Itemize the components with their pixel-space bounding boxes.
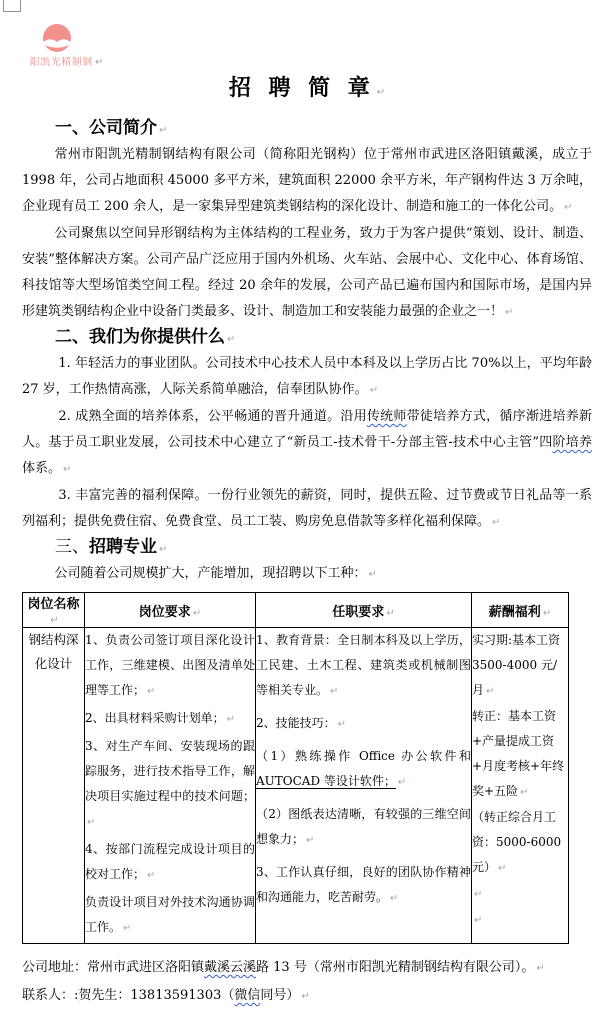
paragraph-mark: ↵ <box>159 544 168 555</box>
position-requirements-cell <box>256 628 472 944</box>
paragraph-mark: ↵ <box>369 385 379 396</box>
section-3-heading-text: 招聘专业 <box>89 537 157 557</box>
page-title <box>22 74 592 107</box>
table-cell-paragraph: （转正综合月工资：5000-6000元） ↵ <box>472 810 562 874</box>
paragraph-mark: ↵ <box>536 963 545 974</box>
paragraph-mark: ↵ <box>474 915 483 926</box>
company-intro-paragraph-2: 公司聚焦以空间异形钢结构为主体结构的工程业务，致力于为客户提供“策划、设计、制造、安装”整体解决方案。公司产品广泛应用于国内外机场、火车站、会展中心、文化中心、体育场馆、科技馆等大型场馆类空间工程。经过 20 余年的发展，公司产品已遍布国内和国际市场，是国内异形建筑类钢结构企业中设备门类最多、设计、制造加工和安装能力最强的企业之一！ ↵ <box>22 226 592 319</box>
text-run: 2、技能技巧： <box>256 716 336 730</box>
paragraph-mark: ↵ <box>226 714 236 725</box>
paragraph-mark: ↵ <box>123 923 132 934</box>
table-row <box>23 628 569 944</box>
paragraph-mark: ↵ <box>397 777 407 788</box>
paragraph-mark: ↵ <box>192 607 202 619</box>
text-run: 同号） <box>260 988 300 1003</box>
table-cell-paragraph: 1、负责公司签订项目深化设计工作，三维建模、出图及清单处理等工作； ↵ <box>85 633 255 697</box>
text-run: （2）图纸表达清晰，有较强的三维空间想象力； <box>256 807 471 846</box>
text-run: 联系人：:贺先生：13813591303（ <box>22 988 235 1003</box>
logo-wave-icon <box>43 24 71 52</box>
paragraph-mark: ↵ <box>520 787 529 798</box>
paragraph-mark: ↵ <box>386 607 395 619</box>
text-run: 体系。 <box>22 461 62 476</box>
company-intro-paragraph-1: 常州市阳凯光精制钢结构有限公司（简称阳光钢构）位于常州市武进区洛阳镇戴溪，成立于 1998 年，公司占地面积 45000 多平方米，建筑面积 22000 余平方米，年产钢构件达 3 万余吨，企业现有员工 200 余人，是一家集异型建筑类钢结构的深化设计、制造和施工的一体化公司。 ↵ <box>22 147 592 214</box>
table-cell-paragraph <box>472 907 568 933</box>
table-header-row <box>23 593 569 628</box>
section-3-heading <box>55 536 592 561</box>
company-logo <box>30 24 592 70</box>
paragraph-mark: ↵ <box>492 517 501 528</box>
paragraph-mark: ↵ <box>330 686 339 697</box>
title-paragraph-mark <box>375 75 385 101</box>
paragraph-mark: ↵ <box>306 835 315 846</box>
paragraph-mark: ↵ <box>95 57 104 68</box>
benefit-point-3: 3. 丰富完善的福利保障。一份行业领先的薪资，同时，提供五险、过节费或节日礼品等一系列福利；提供免费住宿、免费食堂、员工工装、购房免息借款等多样化福利保障。 ↵ <box>22 488 592 529</box>
text-run: 带徒培养方式，循序渐进培养新人。基于员工职业发展，公司技术中心建立了“新员工-技术骨干-分部主管-技术中心主管”四 <box>22 409 592 450</box>
paragraph-mark: ↵ <box>542 607 552 619</box>
paragraph-mark: ↵ <box>474 889 483 900</box>
text-run: 路 13 号（常州市阳凯光精制钢结构有限公司）。 <box>256 960 535 975</box>
table-header-position: 岗位名称↵ <box>23 593 85 628</box>
position-duties-cell <box>85 628 256 944</box>
text-run: 微信 <box>234 988 261 1003</box>
paragraph-mark: ↵ <box>147 686 156 697</box>
paragraph-mark: ↵ <box>50 615 59 626</box>
paragraph-mark: ↵ <box>564 202 573 213</box>
table-header-salary: 薪酬福利 ↵ <box>472 593 569 628</box>
paragraph-mark: ↵ <box>337 719 347 730</box>
table-cell-paragraph <box>256 860 471 911</box>
table-header-requirements: 任职要求 ↵ <box>256 593 472 628</box>
paragraph-mark: ↵ <box>498 863 507 874</box>
paragraph-mark: ↵ <box>301 991 310 1002</box>
document-footer <box>22 954 592 1010</box>
recruitment-intro-line: 公司随着公司规模扩大，产能增加，现招聘以下工种： ↵ <box>54 566 377 581</box>
heading-paragraph-mark <box>157 537 167 557</box>
text-run: 2. 成熟全面的培养体系，公平畅通的晋升通道。沿用 <box>58 409 367 424</box>
text-run: 阶培养 <box>552 435 592 450</box>
text-run: 3、工作认真仔细，良好的团队协作精神和沟通能力，吃苦耐劳。 <box>256 865 471 904</box>
table-cell-paragraph <box>256 744 471 795</box>
table-cell-paragraph: 转正：基本工资+产量提成工资+月度考核+年终奖+五险 ↵ <box>472 709 565 798</box>
table-cell-paragraph: 负责设计项目对外技术沟通协调工作。 ↵ <box>85 895 255 934</box>
paragraph-mark: ↵ <box>376 87 386 98</box>
paragraph-mark: ↵ <box>368 569 377 580</box>
table-cell-paragraph: 3、对生产车间、安装现场的跟踪服务，进行技术指导工作，解决项目实施过程中的技术问题；↵ <box>85 739 255 828</box>
section-1-heading: 一、公司简介 ↵ <box>55 118 168 138</box>
text-run: （1）熟练操作 Office 办公软件和 <box>256 749 471 763</box>
text-run: AUTOCAD 等设计软件； <box>256 774 396 788</box>
paragraph-mark: ↵ <box>227 334 236 345</box>
paragraph-mark: ↵ <box>159 125 168 136</box>
text-run: 传统师 <box>366 409 407 424</box>
company-address-line <box>22 954 592 982</box>
table-cell-paragraph <box>472 881 568 907</box>
paragraph-mark: ↵ <box>390 893 399 904</box>
paragraph-mark: ↵ <box>87 817 96 828</box>
benefit-point-1: 1. 年轻活力的事业团队。公司技术中心技术人员中本科及以上学历占比 70%以上，平均年龄 27 岁，工作热情高涨，人际关系简单融洽，信奉团队协作。 ↵ <box>22 356 592 397</box>
position-name-cell: 钢结构深化设计 <box>23 628 85 944</box>
page-corner-mark <box>3 0 21 12</box>
table-cell-paragraph: 2、出具材料采购计划单； ↵ <box>85 711 236 725</box>
text-run: 公司地址：常州市武进区洛阳镇 <box>22 960 205 975</box>
table-cell-paragraph <box>256 802 471 853</box>
table-header-duties: 岗位要求 ↵ <box>85 593 256 628</box>
logo-text: 阳凯光精制钢 ↵ <box>30 57 104 68</box>
paragraph-mark: ↵ <box>505 307 514 318</box>
paragraph-mark: ↵ <box>147 870 156 881</box>
paragraph-mark: ↵ <box>63 464 72 475</box>
contact-line <box>22 982 592 1010</box>
table-cell-paragraph <box>256 711 471 737</box>
paragraph-mark: ↵ <box>486 686 495 697</box>
position-salary-cell <box>472 628 569 944</box>
table-cell-paragraph: 实习期:基本工资3500-4000 元/月 ↵ <box>472 633 561 697</box>
section-3-heading-prefix: 三、 <box>55 537 89 557</box>
text-run: 戴溪云溪 <box>204 960 257 975</box>
table-cell-paragraph: 4、按部门流程完成设计项目的校对工作； ↵ <box>85 842 255 881</box>
benefit-point-2 <box>22 404 592 483</box>
text-run: 1、教育背景：全日制本科及以上学历，工民建、土木工程、建筑类或机械制图等相关专业。 <box>256 633 471 697</box>
recruitment-table <box>22 592 569 944</box>
page-title-text: 招 聘 简 章 <box>228 75 375 101</box>
table-cell-paragraph <box>256 628 471 704</box>
section-2-heading: 二、我们为你提供什么 ↵ <box>55 327 236 347</box>
